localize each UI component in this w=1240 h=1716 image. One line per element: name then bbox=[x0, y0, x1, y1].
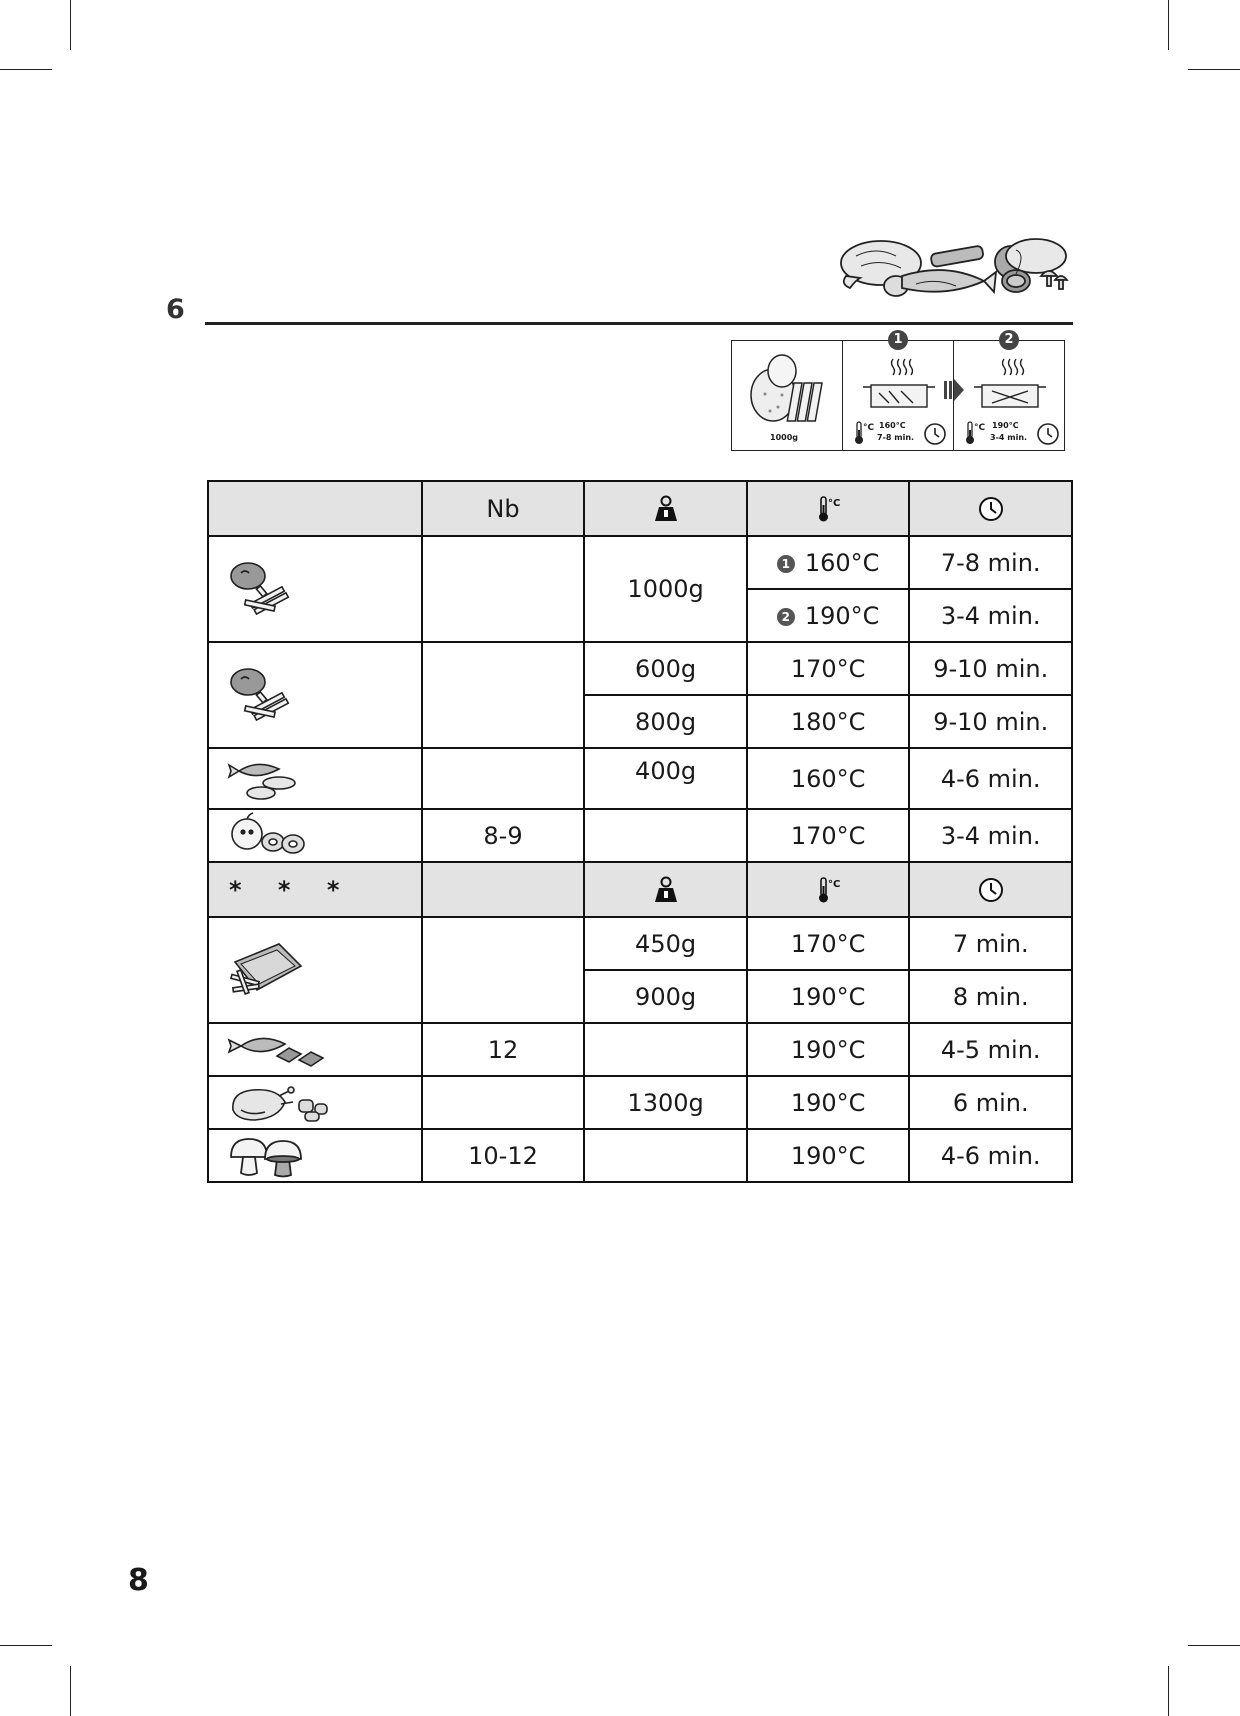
crop-mark bbox=[0, 1645, 52, 1646]
temp-value: 190°C bbox=[804, 601, 880, 630]
food-assortment-illustration bbox=[836, 236, 1071, 308]
time-cell: 4-5 min. bbox=[909, 1023, 1072, 1076]
temp-cell: 190°C bbox=[747, 970, 910, 1023]
step-2-badge: 2 bbox=[777, 608, 795, 626]
nb-cell bbox=[422, 917, 585, 1023]
temp-value: 160°C bbox=[804, 548, 880, 577]
apple-rings-icon bbox=[227, 812, 307, 860]
weight-cell: 1300g bbox=[584, 1076, 747, 1129]
food-cell-potato-fries bbox=[208, 642, 422, 748]
nb-cell: 10-12 bbox=[422, 1129, 585, 1182]
step-2-temp: 190°C bbox=[992, 421, 1019, 430]
timer-icon bbox=[977, 876, 1005, 904]
table-row bbox=[208, 1076, 1072, 1129]
table-row bbox=[208, 1129, 1072, 1182]
table-header-row bbox=[208, 481, 1072, 536]
step-1-badge: 1 bbox=[777, 555, 795, 573]
weight-cell: 400g bbox=[584, 748, 747, 809]
crop-mark bbox=[1188, 69, 1240, 70]
weight-cell bbox=[584, 1129, 747, 1182]
thermometer-unit: °C bbox=[828, 497, 841, 509]
time-cell: 7 min. bbox=[909, 917, 1072, 970]
header-weight-cell bbox=[584, 481, 747, 536]
weight-cell: 600g bbox=[584, 642, 747, 695]
thermometer-icon bbox=[815, 495, 841, 523]
table-row bbox=[208, 748, 1072, 809]
timer-icon bbox=[1036, 422, 1060, 446]
section-number: 6 bbox=[166, 294, 185, 325]
step-1-panel bbox=[843, 332, 954, 450]
potato-fries-icon bbox=[227, 559, 297, 619]
crop-mark bbox=[70, 1666, 71, 1716]
step-2-badge: 2 bbox=[999, 330, 1019, 350]
temp-cell: 170°C bbox=[747, 917, 910, 970]
fryer-basket-icon bbox=[855, 355, 945, 413]
header-temperature-cell bbox=[747, 862, 910, 917]
frozen-header-row bbox=[208, 862, 1072, 917]
page-number: 8 bbox=[128, 1563, 149, 1598]
temp-cell: 190°C bbox=[747, 1023, 910, 1076]
timer-icon bbox=[977, 495, 1005, 523]
nb-cell: 12 bbox=[422, 1023, 585, 1076]
table-row bbox=[208, 809, 1072, 862]
crop-mark bbox=[1188, 1645, 1240, 1646]
food-cell-frozen-fries bbox=[208, 917, 422, 1023]
table-row bbox=[208, 1023, 1072, 1076]
cooking-steps-panel bbox=[731, 332, 1065, 451]
weight-cell bbox=[584, 809, 747, 862]
thermometer-unit: °C bbox=[828, 878, 841, 890]
time-cell: 7-8 min. bbox=[909, 536, 1072, 589]
nb-cell bbox=[422, 1076, 585, 1129]
header-temperature-cell bbox=[747, 481, 910, 536]
thermometer-icon bbox=[815, 876, 841, 904]
temp-cell-step-2 bbox=[747, 589, 910, 642]
table-row bbox=[208, 536, 1072, 589]
temp-cell: 190°C bbox=[747, 1129, 910, 1182]
cooking-table bbox=[207, 480, 1073, 1183]
weight-cell bbox=[584, 1023, 747, 1076]
section-rule bbox=[205, 322, 1073, 325]
nb-cell bbox=[422, 642, 585, 748]
temp-cell: 180°C bbox=[747, 695, 910, 748]
step-1-time: 7-8 min. bbox=[877, 433, 915, 442]
food-cell-apple-fritters bbox=[208, 809, 422, 862]
header-nb: Nb bbox=[422, 481, 585, 536]
food-cell-fish bbox=[208, 748, 422, 809]
table-row bbox=[208, 917, 1072, 970]
header-time-cell bbox=[909, 481, 1072, 536]
crop-mark bbox=[0, 69, 52, 70]
fish-slices-icon bbox=[227, 755, 307, 803]
arrow-right-icon bbox=[944, 375, 966, 405]
time-cell: 4-6 min. bbox=[909, 748, 1072, 809]
step-1-badge: 1 bbox=[888, 330, 908, 350]
nb-cell bbox=[422, 748, 585, 809]
time-cell: 9-10 min. bbox=[909, 642, 1072, 695]
time-cell: 8 min. bbox=[909, 970, 1072, 1023]
time-cell: 3-4 min. bbox=[909, 809, 1072, 862]
weight-cell: 1000g bbox=[584, 536, 747, 642]
food-cell-mushrooms bbox=[208, 1129, 422, 1182]
crop-mark bbox=[70, 0, 71, 50]
temp-cell: 190°C bbox=[747, 1076, 910, 1129]
nb-cell bbox=[422, 536, 585, 642]
crop-mark bbox=[1168, 0, 1169, 50]
step-2-panel bbox=[954, 332, 1065, 450]
potato-and-fries-icon bbox=[740, 349, 840, 429]
mushrooms-icon bbox=[227, 1133, 317, 1179]
temp-cell: 170°C bbox=[747, 642, 910, 695]
frozen-stars-label: * * * bbox=[208, 862, 422, 917]
chicken-nuggets-icon bbox=[227, 1080, 337, 1126]
time-cell: 3-4 min. bbox=[909, 589, 1072, 642]
temp-cell-step-1 bbox=[747, 536, 910, 589]
weight-cell: 900g bbox=[584, 970, 747, 1023]
time-cell: 4-6 min. bbox=[909, 1129, 1072, 1182]
fryer-basket-lowered-icon bbox=[966, 355, 1056, 413]
fish-fingers-icon bbox=[227, 1028, 327, 1072]
header-food-cell bbox=[208, 481, 422, 536]
nb-cell: 8-9 bbox=[422, 809, 585, 862]
food-cell-fish-fingers bbox=[208, 1023, 422, 1076]
thermometer-unit: °C bbox=[974, 423, 986, 433]
thermometer-unit: °C bbox=[863, 423, 875, 433]
potato-fries-icon bbox=[227, 665, 297, 725]
food-cell-chicken-nuggets bbox=[208, 1076, 422, 1129]
temp-cell: 160°C bbox=[747, 748, 910, 809]
weight-icon bbox=[653, 876, 679, 904]
step-2-time: 3-4 min. bbox=[990, 433, 1028, 442]
time-cell: 9-10 min. bbox=[909, 695, 1072, 748]
temp-cell: 170°C bbox=[747, 809, 910, 862]
timer-icon bbox=[923, 422, 947, 446]
header-weight-cell bbox=[584, 862, 747, 917]
potato-fries-panel bbox=[732, 341, 843, 450]
frozen-fries-bag-icon bbox=[227, 940, 307, 1000]
weight-cell: 450g bbox=[584, 917, 747, 970]
food-cell-potato-fries bbox=[208, 536, 422, 642]
weight-icon bbox=[653, 495, 679, 523]
table-row bbox=[208, 642, 1072, 695]
header-nb-empty bbox=[422, 862, 585, 917]
step-1-temp: 160°C bbox=[879, 421, 906, 430]
panel-weight-label: 1000g bbox=[770, 433, 798, 442]
header-time-cell bbox=[909, 862, 1072, 917]
crop-mark bbox=[1168, 1666, 1169, 1716]
time-cell: 6 min. bbox=[909, 1076, 1072, 1129]
weight-cell: 800g bbox=[584, 695, 747, 748]
